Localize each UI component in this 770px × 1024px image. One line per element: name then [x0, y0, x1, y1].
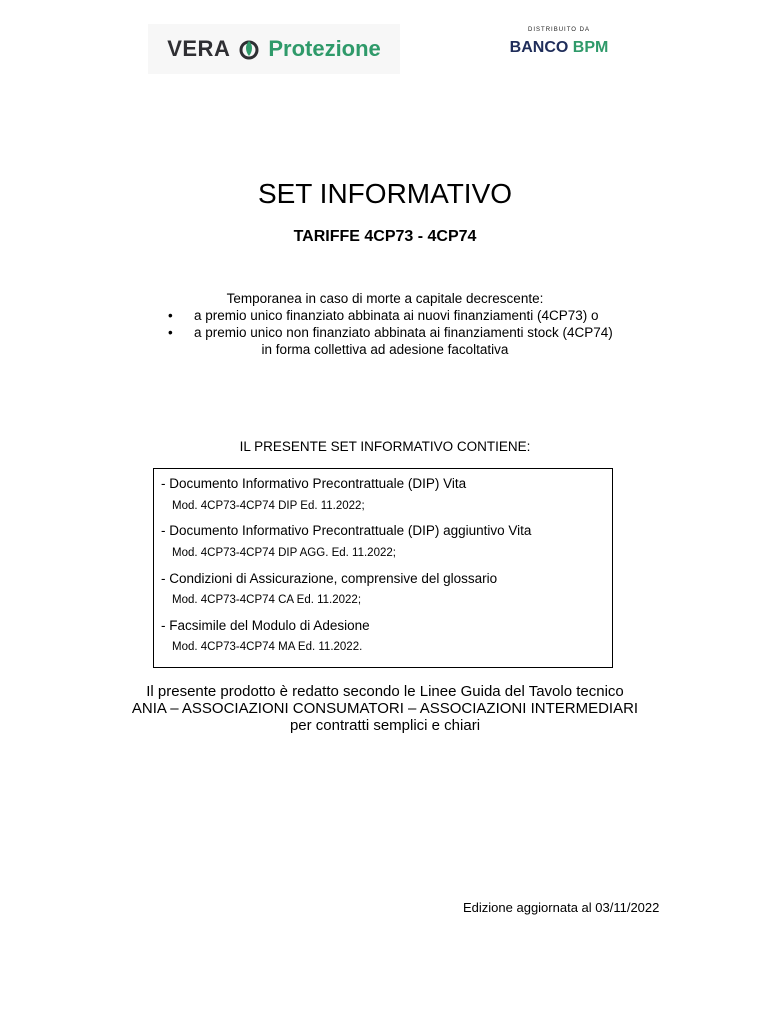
- document-item-title: - Facsimile del Modulo di Adesione: [161, 618, 370, 633]
- guidelines-line: ANIA – ASSOCIAZIONI CONSUMATORI – ASSOCIAZIONI INTERMEDIARI: [131, 700, 639, 717]
- shield-leaf-icon: [238, 38, 260, 60]
- distributor-label: DISTRIBUITO DA: [528, 27, 590, 33]
- bullet-text: a premio unico non finanziato abbinata ai finanziamenti stock (4CP74): [194, 325, 613, 340]
- document-subtitle: TARIFFE 4CP73 - 4CP74: [293, 228, 477, 245]
- logo-protezione-text: Protezione: [268, 36, 381, 61]
- document-item-mod: Mod. 4CP73-4CP74 MA Ed. 11.2022.: [172, 641, 363, 653]
- document-item-title: - Documento Informativo Precontrattuale (DIP) aggiuntivo Vita: [161, 523, 532, 538]
- guidelines-line: per contratti semplici e chiari: [289, 717, 481, 734]
- contents-box: [153, 468, 613, 668]
- brand-banco-text: BANCO: [509, 39, 569, 56]
- guidelines-line: Il presente prodotto è redatto secondo le Linee Guida del Tavolo tecnico: [146, 683, 624, 700]
- guidelines-statement: [0, 683, 770, 734]
- document-item-title: - Documento Informativo Precontrattuale (DIP) Vita: [161, 476, 467, 491]
- banco-bpm-logo: [504, 27, 614, 71]
- contents-heading: IL PRESENTE SET INFORMATIVO CONTIENE:: [239, 439, 531, 454]
- bullet-dot-icon: •: [168, 308, 173, 323]
- document-item-title: - Condizioni di Assicurazione, comprensive del glossario: [161, 571, 498, 586]
- product-description-closing: in forma collettiva ad adesione facoltativa: [261, 342, 509, 357]
- logo-vera-text: VERA: [167, 36, 231, 61]
- banco-bpm-brand: [504, 39, 614, 57]
- product-description-intro: Temporanea in caso di morte a capitale decrescente:: [226, 291, 544, 306]
- vera-protezione-logo: [148, 24, 400, 74]
- bullet-item: [168, 325, 648, 343]
- document-item-mod: Mod. 4CP73-4CP74 DIP AGG. Ed. 11.2022;: [172, 547, 396, 559]
- bullet-dot-icon: •: [168, 325, 173, 340]
- document-title: SET INFORMATIVO: [257, 178, 513, 209]
- bullet-text: a premio unico finanziato abbinata ai nuovi finanziamenti (4CP73) o: [194, 308, 599, 323]
- document-item-mod: Mod. 4CP73-4CP74 CA Ed. 11.2022;: [172, 594, 362, 606]
- edition-date: Edizione aggiornata al 03/11/2022: [463, 900, 660, 915]
- brand-bpm-text: BPM: [572, 39, 609, 56]
- bullet-item: [168, 308, 648, 326]
- document-item-mod: Mod. 4CP73-4CP74 DIP Ed. 11.2022;: [172, 500, 365, 512]
